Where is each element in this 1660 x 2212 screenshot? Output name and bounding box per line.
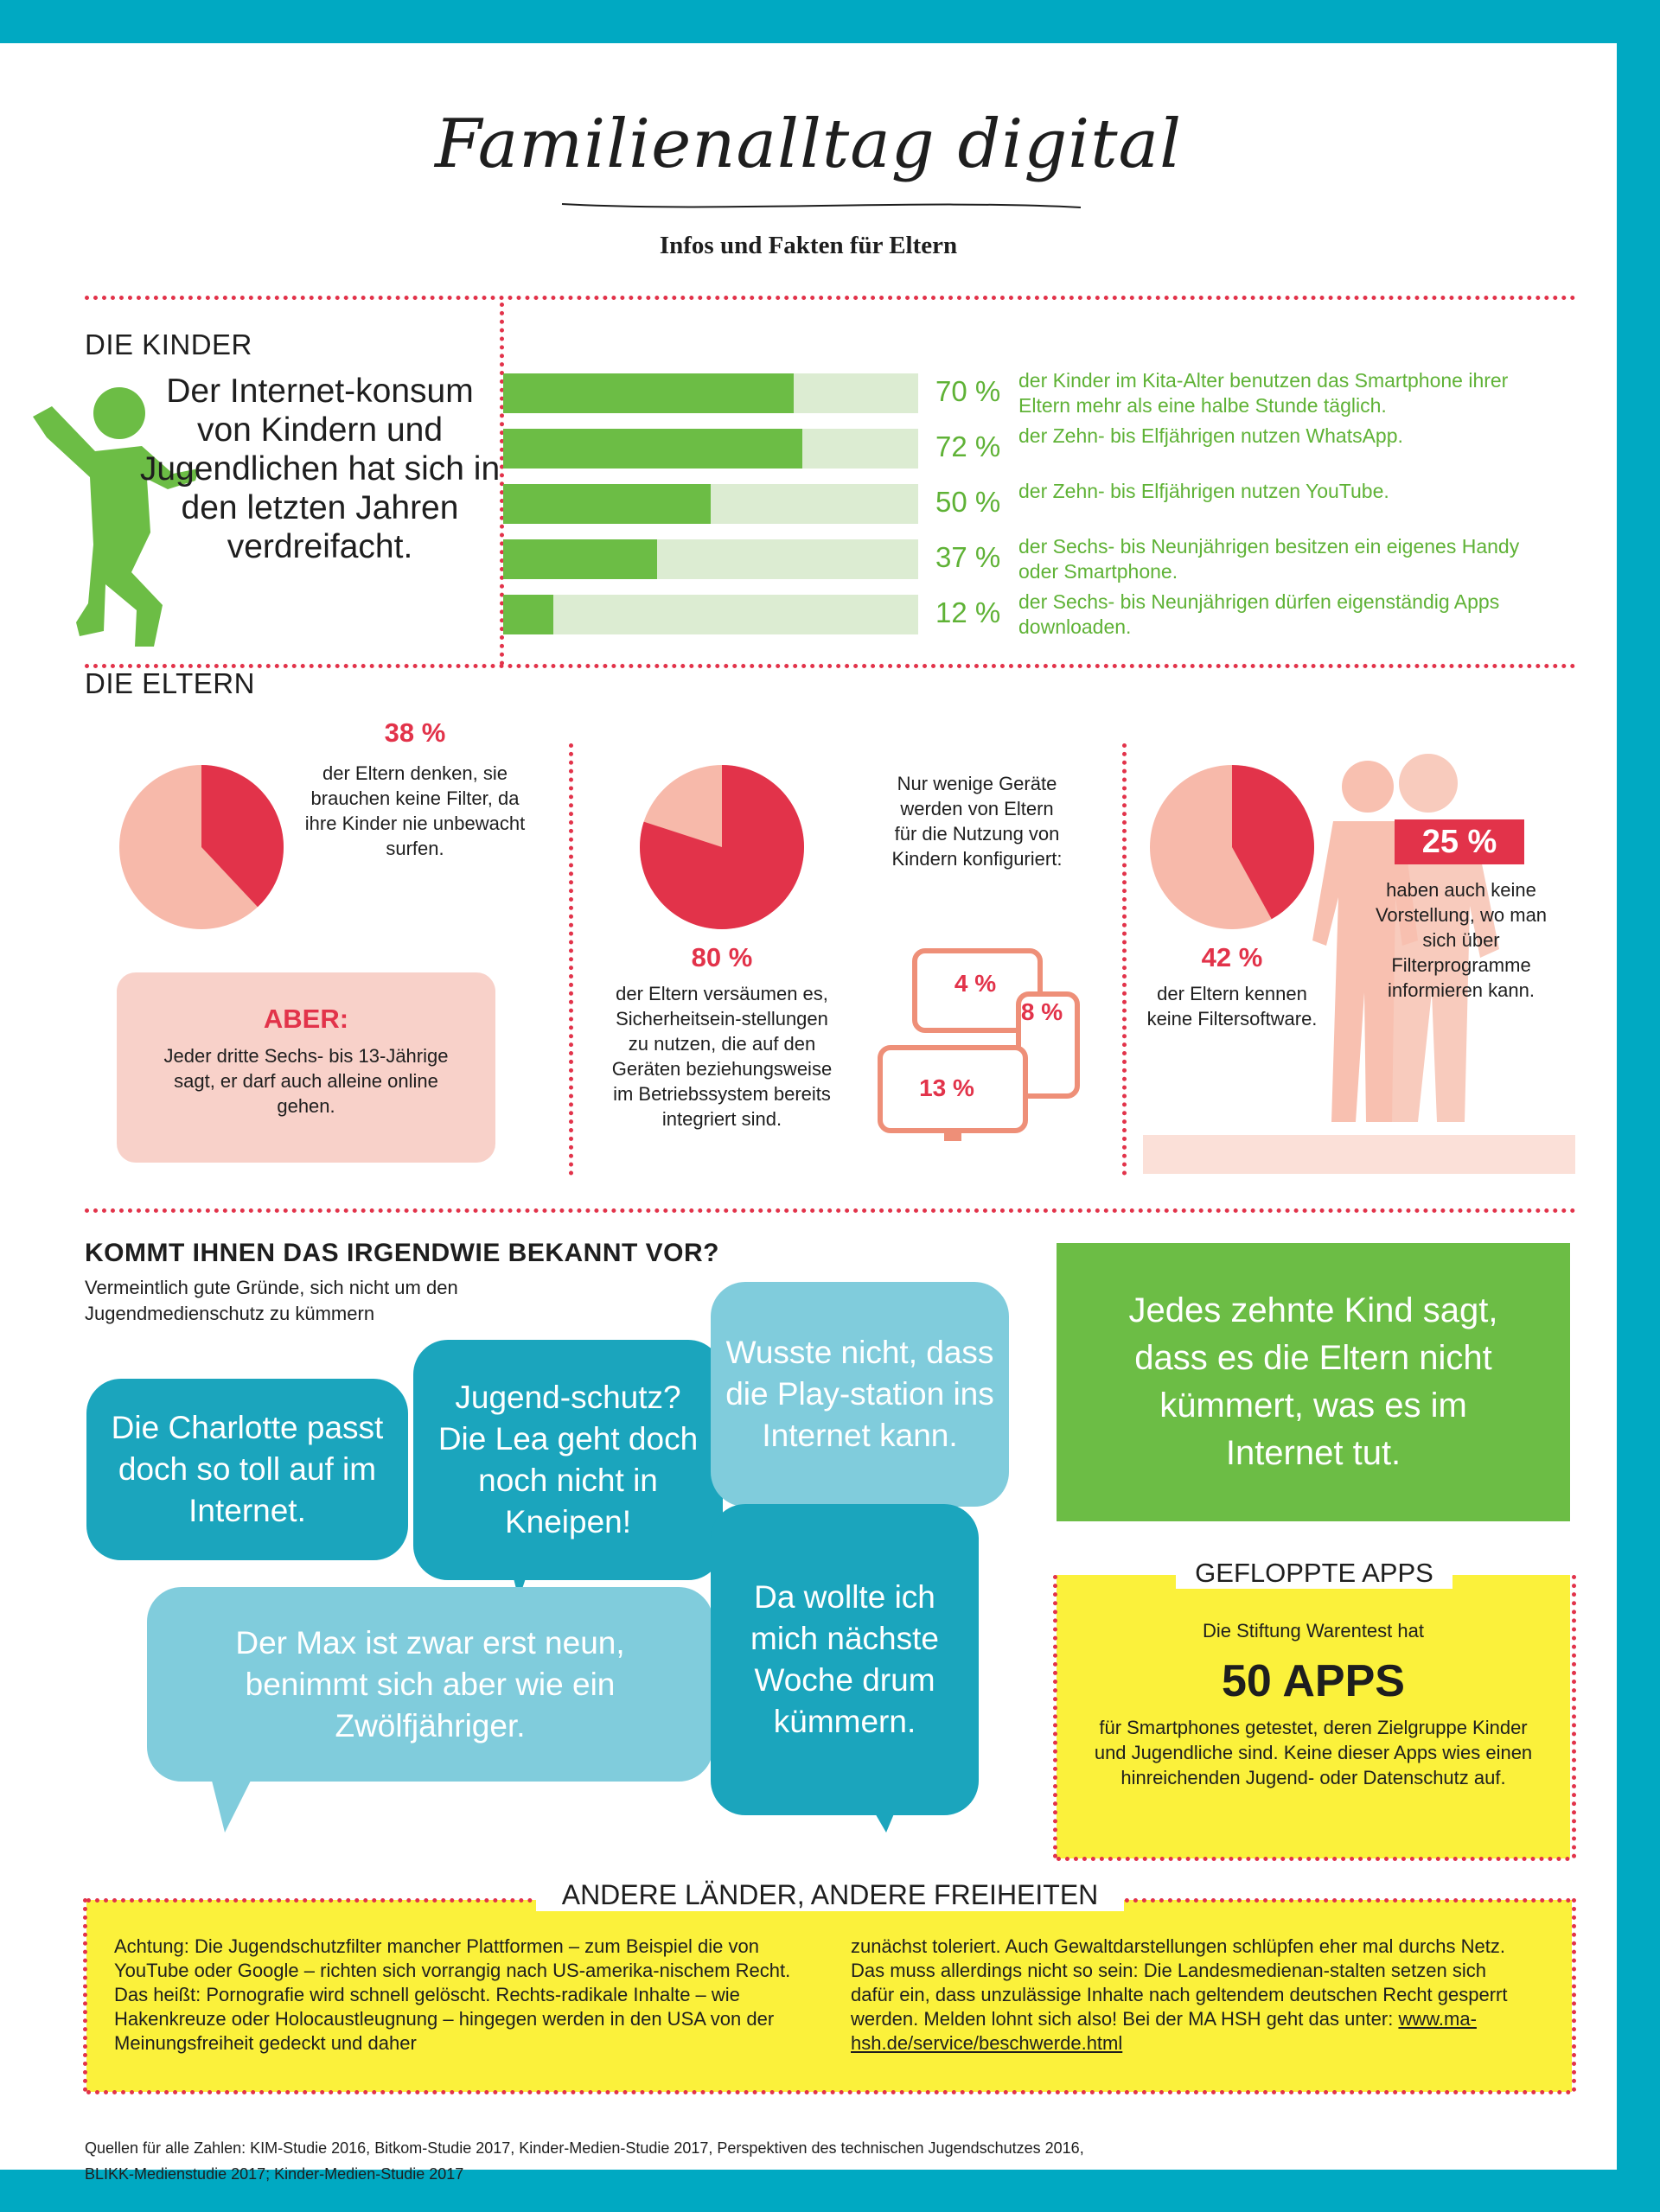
- divider-eltern-bottom: [85, 1208, 1576, 1213]
- pie-chart-filter: [119, 765, 284, 929]
- sources-footer: [85, 2135, 1295, 2187]
- aber-text: Jeder dritte Sechs- bis 13-Jährige sagt, er darf auch alleine online gehen.: [163, 1045, 449, 1117]
- green-info-box: [1057, 1243, 1570, 1521]
- apps-intro: Die Stiftung Warentest hat: [1203, 1620, 1424, 1641]
- pie-chart-security-settings: [640, 765, 804, 929]
- green-box-text: Jedes zehnte Kind sagt, dass es die Eltern nicht kümmert, was es im Internet tut.: [1128, 1291, 1498, 1472]
- speech-bubble-playstation: Wusste nicht, dass die Play-station ins Internet kann.: [711, 1282, 1009, 1507]
- device-tablet-value: 8 %: [1020, 998, 1063, 1025]
- bar-value-label-0: 70 %: [935, 375, 1001, 407]
- apps-box-bottom-border: [1057, 1857, 1570, 1861]
- divider-eltern-2: [1122, 743, 1127, 1176]
- divider-eltern-1: [569, 743, 573, 1176]
- bar-track-3: [503, 539, 918, 579]
- bar-category-label-1: der Zehn- bis Elfjährigen nutzen WhatsApp.: [1018, 424, 1403, 447]
- bar-fill-0: [503, 373, 794, 413]
- figure-caption: haben auch keine Vorstellung, wo man sich über Filterprogramme informieren kann.: [1375, 879, 1548, 1001]
- bar-value-label-2: 50 %: [935, 486, 1001, 518]
- section-heading-eltern: DIE ELTERN: [85, 667, 255, 699]
- aber-title: ABER:: [263, 1004, 349, 1034]
- divider-kinder-bottom: [85, 664, 1576, 668]
- bar-track-4: [503, 595, 918, 634]
- laender-box-bottom-border: [86, 2090, 1572, 2094]
- speech-bubble-charlotte: Die Charlotte passt doch so toll auf im Internet.: [86, 1379, 408, 1560]
- infographic-page: [0, 43, 1617, 2183]
- bar-fill-4: [503, 595, 553, 634]
- bar-track-0: [503, 373, 918, 413]
- aber-box: [117, 972, 495, 1163]
- speech-bubble-max: Der Max ist zwar erst neun, benimmt sich aber wie ein Zwölfjähriger.: [147, 1587, 713, 1782]
- section-heading-kinder: DIE KINDER: [85, 328, 252, 360]
- sources-line-2: BLIKK-Medienstudie 2017; Kinder-Medien-Studie 2017: [85, 2165, 464, 2183]
- pie2-value: 80 %: [691, 942, 753, 972]
- bar-category-label-2: der Zehn- bis Elfjährigen nutzen YouTube.: [1018, 480, 1389, 502]
- device-smartphone-value: 4 %: [954, 970, 997, 997]
- bar-category-label-4: der Sechs- bis Neunjährigen dürfen eigenständig Apps downloaden.: [1018, 590, 1500, 638]
- laender-box-left-border: [83, 1898, 87, 2092]
- pie1-caption: der Eltern denken, sie brauchen keine Filter, da ihre Kinder nie unbewacht surfen.: [304, 762, 526, 859]
- bar-track-1: [503, 429, 918, 469]
- devices-intro: Nur wenige Geräte werden von Eltern für die Nutzung von Kindern konfiguriert:: [891, 773, 1063, 870]
- bar-track-2: [503, 484, 918, 524]
- apps-heading: GEFLOPPTE APPS: [1176, 1558, 1452, 1589]
- laender-column-2: [851, 1935, 1534, 2056]
- beschwerde-link[interactable]: www.ma-hsh.de/service/beschwerde.html: [851, 2008, 1477, 2054]
- pie3-caption: der Eltern kennen keine Filtersoftware.: [1146, 983, 1318, 1030]
- pie3-value: 42 %: [1201, 942, 1263, 972]
- pie2-caption: der Eltern versäumen es, Sicherheitsein-stellungen zu nutzen, die auf den Geräten beziehungsweise im Betriebssystem bereits integriert sind.: [611, 983, 833, 1130]
- sources-line-1: Quellen für alle Zahlen: KIM-Studie 2016, Bitkom-Studie 2017, Kinder-Medien-Studie 2017, Perspektiven des technischen Jugendschutzes 2016,: [85, 2139, 1084, 2157]
- bar-category-label-3: der Sechs- bis Neunjährigen besitzen ein eigenes Handy oder Smartphone.: [1018, 535, 1520, 583]
- speech-bubble-lea: Jugend-schutz? Die Lea geht doch noch nicht in Kneipen!: [413, 1340, 723, 1580]
- pie1-value: 38 %: [384, 717, 446, 748]
- apps-big-number: 50 APPS: [1222, 1656, 1405, 1706]
- bar-category-label-0: der Kinder im Kita-Alter benutzen das Smartphone ihrer Eltern mehr als eine halbe Stunde täglich.: [1018, 369, 1509, 417]
- page-title: Familienalltag digital: [434, 105, 1183, 183]
- section-heading-bekannt: KOMMT IHNEN DAS IRGENDWIE BEKANNT VOR?: [85, 1239, 719, 1267]
- speech-bubble-naechste-woche: Da wollte ich mich nächste Woche drum kümmern.: [711, 1504, 979, 1815]
- bar-value-label-3: 37 %: [935, 541, 1001, 573]
- laender-heading: ANDERE LÄNDER, ANDERE FREIHEITEN: [536, 1879, 1124, 1911]
- bar-fill-1: [503, 429, 802, 469]
- bar-fill-2: [503, 484, 711, 524]
- bekannt-subtitle: Vermeintlich gute Gründe, sich nicht um den Jugendmedienschutz zu kümmern: [85, 1277, 458, 1324]
- device-computer-value: 13 %: [919, 1074, 974, 1101]
- title-underline-flourish: [553, 197, 1089, 214]
- laender-column-2-text: zunächst toleriert. Auch Gewaltdarstellungen schlüpfen eher mal durchs Netz. Das muss allerdings nicht so sein: Die Landesmedienan-stalten setzen sich dafür ein, dass unzulässige Inhalte nach geltendem deutschen Recht gesperrt werden. Melden lohnt sich also! Bei der MA HSH geht das unter:: [851, 1935, 1508, 2030]
- bar-fill-3: [503, 539, 657, 579]
- divider-top: [85, 296, 1576, 300]
- page-subtitle: Infos und Fakten für Eltern: [659, 232, 958, 259]
- laender-box-right-border: [1572, 1898, 1576, 2092]
- figure-value-badge: 25 %: [1395, 819, 1524, 864]
- bar-value-label-4: 12 %: [935, 596, 1001, 628]
- apps-text: für Smartphones getestet, deren Zielgruppe Kinder und Jugendliche sind. Keine dieser Apps wies einen hinreichenden Jugend- oder Datenschutz auf.: [1094, 1717, 1533, 1788]
- kinder-claim: Der Internet-konsum von Kindern und Jugendlichen hat sich in den letzten Jahren verdreifacht.: [139, 373, 501, 565]
- bar-value-label-1: 72 %: [935, 430, 1001, 462]
- laender-column-1: Achtung: Die Jugendschutzfilter mancher Plattformen – zum Beispiel die von YouTube oder Google – richten sich vorrangig nach US-amerika-nischem Recht. Das heißt: Pornografie wird schnell gelöscht. Rechts-radikale Inhalte – wie Hakenkreuze oder Holocaustleugnung – hingegen werden in den USA von der Meinungsfreiheit gedeckt und daher: [114, 1935, 791, 2054]
- apps-box-right-border: [1572, 1575, 1576, 1858]
